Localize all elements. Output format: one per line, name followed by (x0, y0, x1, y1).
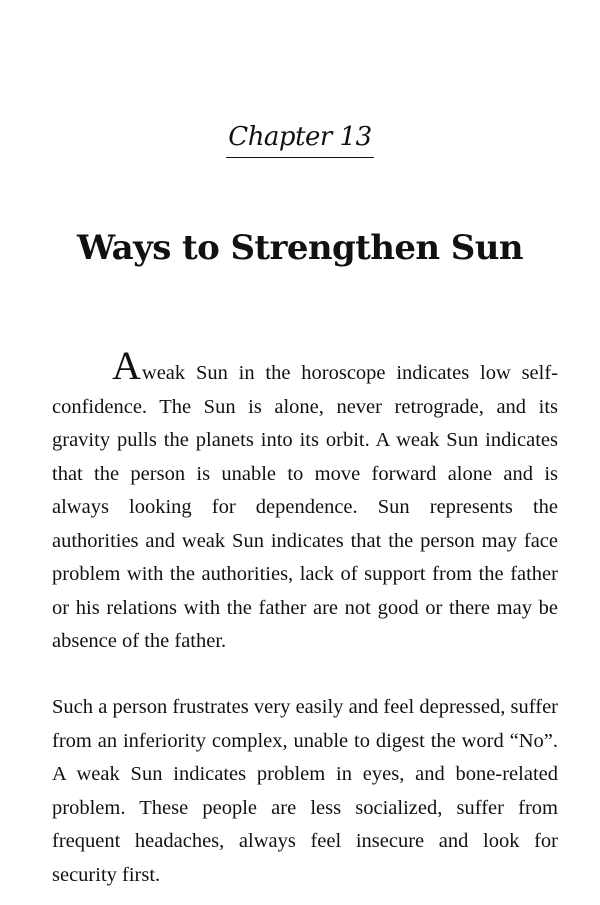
chapter-number: Chapter 13 (226, 122, 373, 158)
chapter-title: Ways to Strengthen Sun (77, 228, 523, 268)
paragraph-1 (52, 343, 558, 659)
chapter-heading (0, 122, 600, 158)
paragraph-2 (52, 691, 558, 892)
drop-cap: A (112, 343, 141, 388)
paragraph-2-text: Such a person frustrates very easily and feel depressed, suffer from an inferiority complex, unable to digest the word “No”. A weak Sun indicates problem in eyes, and bone-related problem. These people are less socialized, suffer from frequent headaches, always feel insecure and look for security first. (52, 696, 558, 886)
paragraph-1-text: weak Sun in the horoscope indicates low self-confidence. The Sun is alone, never retrograde, and its gravity pulls the planets into its orbit. A weak Sun indicates that the person is unable to move forward alone and is always looking for dependence. Sun represents the authorities and weak Sun indicates that the person may face problem with the authorities, lack of support from the father or his relations with the father are not good or there may be absence of the father. (52, 362, 558, 652)
